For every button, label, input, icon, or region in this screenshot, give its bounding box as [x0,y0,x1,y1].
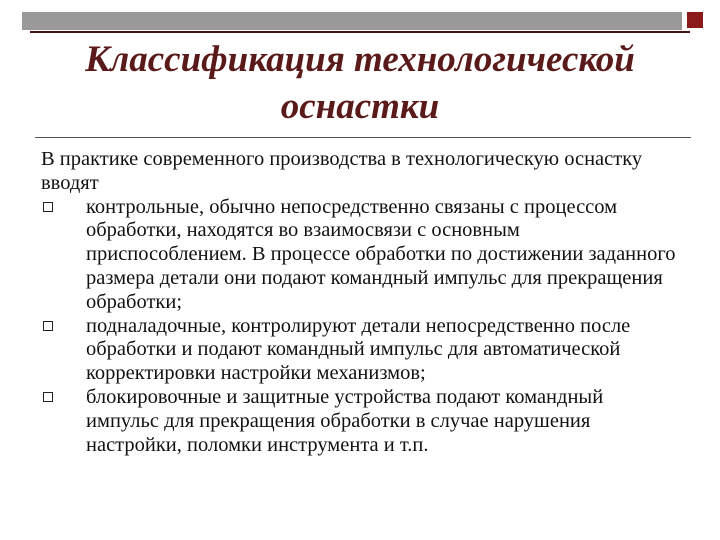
slide-title [30,36,690,130]
bullet-list [41,196,681,458]
list-item-text: контрольные, обычно непосредственно связаны с процессом обработки, находятся во взаимосвязи с основным приспособлением. В процессе обработки по достижении заданного размера детали они подают командный импульс для прекращения обработки; [86,195,676,313]
hollow-square-icon [43,392,53,402]
title-top-rule [30,31,690,33]
list-item-text: блокировочные и защитные устройства подают командный импульс для прекращения обработки в случае нарушения настройки, поломки инструмента и т.п. [86,385,604,456]
title-bottom-rule [35,137,691,138]
slide-title-line-2: оснастки [280,86,440,127]
list-item [41,386,681,457]
list-item [41,196,681,315]
intro-paragraph: В практике современного производства в технологическую оснастку вводят [41,148,643,194]
slide-body [41,148,681,457]
top-decorative-bar [22,12,682,30]
list-item-text: подналадочные, контролируют детали непосредственно после обработки и подают командный импульс для автоматической корректировки настройки механизмов; [86,314,631,385]
slide-title-line-1: Классификация технологической [85,39,635,80]
hollow-square-icon [43,321,53,331]
hollow-square-icon [43,202,53,212]
corner-accent-square [687,12,703,28]
list-item [41,315,681,386]
